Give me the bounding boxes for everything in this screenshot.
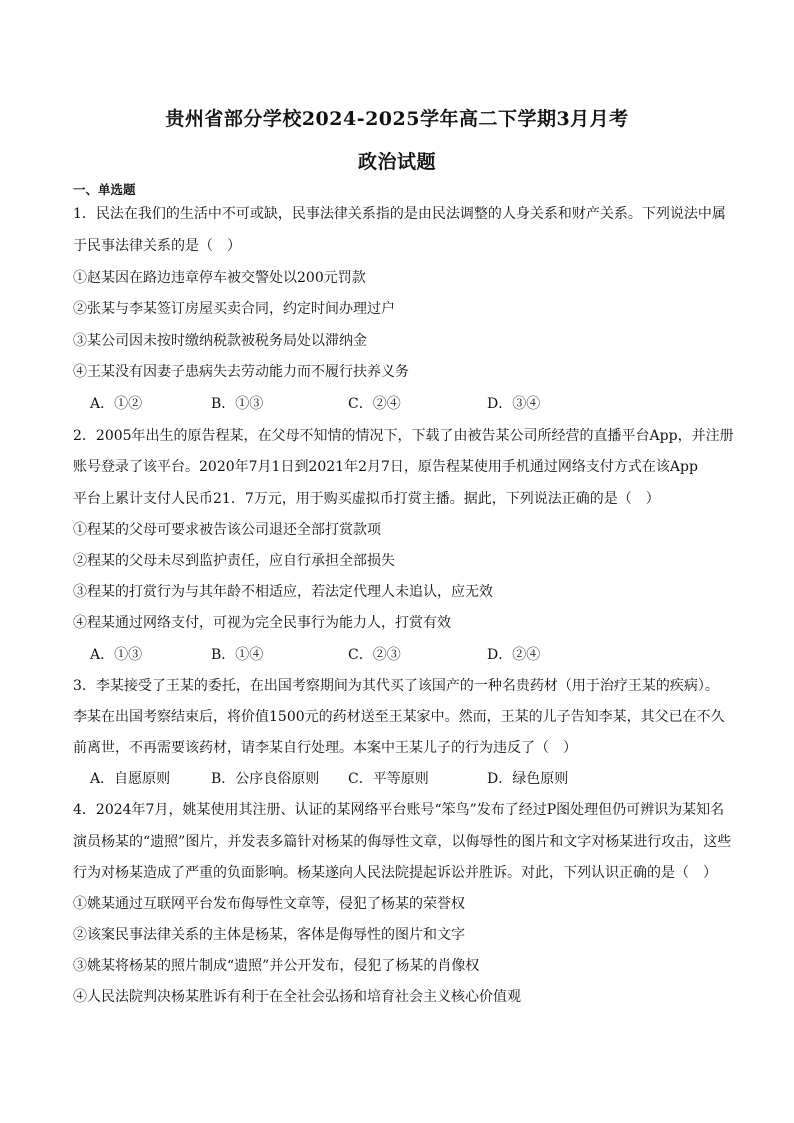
section-heading: 一、单选题 xyxy=(73,182,136,197)
statement: ③某公司因未按时缴纳税款被税务局处以滞纳金 xyxy=(73,333,367,349)
document-subtitle: 政治试题 xyxy=(357,151,436,173)
question-stem-line: 演员杨某的“遗照”图片，并发表多篇针对杨某的侮辱性文章，以侮辱性的图片和文字对杨某进行攻击，这些 xyxy=(73,834,732,850)
question-stem-line: 李某在出国考察结束后，将价值1500元的药材送至王某家中。然而，王某的儿子告知李某，其父已在不久 xyxy=(73,709,725,725)
statement: ④人民法院判决杨某胜诉有利于在全社会弘扬和培育社会主义核心价值观 xyxy=(73,989,521,1005)
question-stem-line: 2．2005年出生的原告程某，在父母不知情的情况下，下载了由被告某公司所经营的直播平台App，并注册 xyxy=(73,428,734,444)
option-c: C．②③ xyxy=(348,647,401,663)
statement: ①程某的父母可要求被告该公司退还全部打赏款项 xyxy=(73,522,381,538)
option-a: A．①③ xyxy=(90,647,143,663)
option-b: B．公序良俗原则 xyxy=(211,771,320,787)
question-stem-line: 3．李某接受了王某的委托，在出国考察期间为其代买了该国产的一种名贵药材（用于治疗王某的疾病）。 xyxy=(73,678,719,694)
statement: ②程某的父母未尽到监护责任，应自行承担全部损失 xyxy=(73,553,395,569)
question-stem-line: 账号登录了该平台。2020年7月1日到2021年2月7日，原告程某使用手机通过网络支付方式在该App xyxy=(73,459,698,475)
question-stem-line: 前离世，不再需要该药材，请李某自行处理。本案中王某儿子的行为违反了（ ） xyxy=(73,740,577,756)
option-b: B．①③ xyxy=(211,396,264,412)
statement: ①姚某通过互联网平台发布侮辱性文章等，侵犯了杨某的荣誉权 xyxy=(73,896,465,912)
question-stem-line: 行为对杨某造成了严重的负面影响。杨某遂向人民法院提起诉讼并胜诉。对此，下列认识正确的是（ ） xyxy=(73,865,717,881)
option-d: D．绿色原则 xyxy=(487,771,569,787)
statement: ②张某与李某签订房屋买卖合同，约定时间办理过户 xyxy=(73,301,395,317)
option-b: B．①④ xyxy=(211,647,264,663)
option-c: C．平等原则 xyxy=(348,771,429,787)
question-stem-line: 4．2024年7月，姚某使用其注册、认证的某网络平台账号“笨鸟”发布了经过P图处理但仍可辨识为某知名 xyxy=(73,802,725,818)
question-stem-line: 平台上累计支付人民币21．7万元，用于购买虚拟币打赏主播。据此，下列说法正确的是（ ） xyxy=(73,491,660,507)
statement: ①赵某因在路边违章停车被交警处以200元罚款 xyxy=(73,270,366,286)
question-stem-line: 于民事法律关系的是（ ） xyxy=(73,238,241,254)
statement: ③程某的打赏行为与其年龄不相适应，若法定代理人未追认，应无效 xyxy=(73,584,493,600)
option-a: A．自愿原则 xyxy=(90,771,171,787)
document-title: 贵州省部分学校2024-2025学年高二下学期3月月考 xyxy=(165,108,629,130)
option-c: C．②④ xyxy=(348,396,401,412)
option-d: D．③④ xyxy=(487,396,541,412)
question-stem-line: 1．民法在我们的生活中不可或缺，民事法律关系指的是由民法调整的人身关系和财产关系。下列说法中属 xyxy=(73,206,726,222)
statement: ④程某通过网络支付，可视为完全民事行为能力人，打赏有效 xyxy=(73,615,451,631)
statement: ②该案民事法律关系的主体是杨某，客体是侮辱性的图片和文字 xyxy=(73,927,465,943)
statement: ④王某没有因妻子患病失去劳动能力而不履行扶养义务 xyxy=(73,364,409,380)
option-d: D．②④ xyxy=(487,647,541,663)
statement: ③姚某将杨某的照片制成“遗照”并公开发布，侵犯了杨某的肖像权 xyxy=(73,958,480,974)
option-a: A．①② xyxy=(90,396,143,412)
